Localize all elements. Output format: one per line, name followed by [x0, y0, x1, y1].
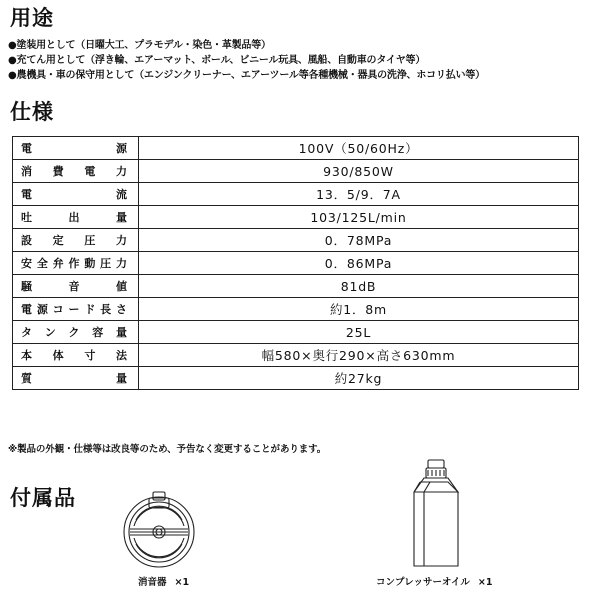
spec-row [13, 160, 579, 183]
spec-label: 質量 [13, 367, 139, 390]
accessories-heading: 付属品 [10, 486, 76, 510]
uses-item: ●農機具・車の保守用として（エンジンクリーナー、エアーツール等各種機械・器具の洗浄、ホコリ払い等） [8, 70, 485, 81]
uses-item: ●充てん用として（浮き輪、エアーマット、ボール、ビニール玩具、風船、自動車のタイヤ等） [8, 55, 426, 66]
spec-row [13, 252, 579, 275]
spec-row [13, 321, 579, 344]
oil-bottle-icon [400, 458, 470, 570]
spec-row [13, 137, 579, 160]
spec-value: 25L [139, 321, 579, 344]
muffler-icon [116, 490, 202, 570]
accessory-name: コンプレッサーオイル [376, 577, 470, 588]
spec-row [13, 367, 579, 390]
spec-value: 約1．8m [139, 298, 579, 321]
uses-item: ●塗装用として（日曜大工、プラモデル・染色・革製品等） [8, 40, 271, 51]
accessory-name: 消音器 [138, 577, 167, 588]
spec-label: 吐出量 [13, 206, 139, 229]
oil-caption [376, 574, 492, 588]
spec-label: タンク容量 [13, 321, 139, 344]
spec-label: 騒音値 [13, 275, 139, 298]
spec-label: 電源コード長さ [13, 298, 139, 321]
spec-row [13, 183, 579, 206]
spec-label: 本体寸法 [13, 344, 139, 367]
accessory-qty: ×1 [174, 577, 190, 588]
spec-value: 幅580×奥行290×高さ630mm [139, 344, 579, 367]
spec-label: 電流 [13, 183, 139, 206]
spec-label: 電源 [13, 137, 139, 160]
spec-label: 消費電力 [13, 160, 139, 183]
spec-table [12, 136, 579, 390]
spec-row [13, 229, 579, 252]
muffler-caption [138, 574, 189, 588]
spec-value: 103/125L/min [139, 206, 579, 229]
spec-value: 100V（50/60Hz） [139, 137, 579, 160]
spec-row [13, 206, 579, 229]
spec-label: 設定圧力 [13, 229, 139, 252]
spec-value: 13．5/9．7A [139, 183, 579, 206]
spec-value: 0．86MPa [139, 252, 579, 275]
spec-value: 930/850W [139, 160, 579, 183]
uses-list [8, 38, 598, 83]
spec-row [13, 344, 579, 367]
spec-note: ※製品の外観・仕様等は改良等のため、予告なく変更することがあります。 [8, 444, 327, 455]
spec-value: 約27kg [139, 367, 579, 390]
spec-row [13, 298, 579, 321]
specs-heading: 仕様 [10, 100, 54, 124]
spec-value: 0．78MPa [139, 229, 579, 252]
uses-heading: 用途 [10, 6, 54, 30]
spec-value: 81dB [139, 275, 579, 298]
spec-row [13, 275, 579, 298]
accessory-qty: ×1 [477, 577, 493, 588]
spec-label: 安全弁作動圧力 [13, 252, 139, 275]
